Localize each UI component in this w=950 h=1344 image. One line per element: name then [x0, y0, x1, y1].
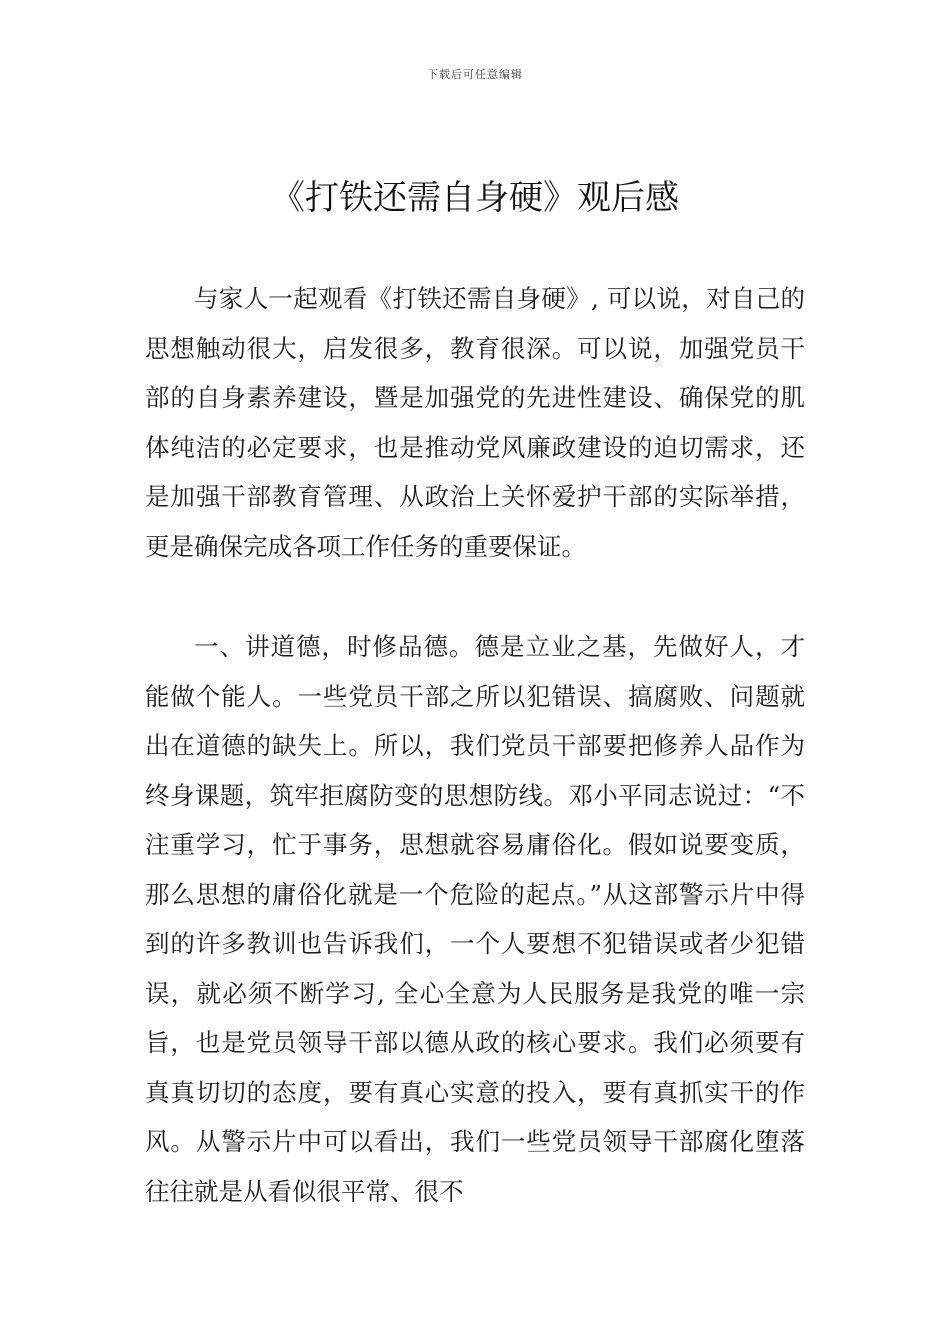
document-title: 《打铁还需自身硬》观后感 — [271, 178, 679, 218]
paragraph-intro: 与家人一起观看《打铁还需自身硬》, 可以说，对自己的思想触动很大，启发很多，教育很深。可以说，加强党员干部的自身素养建设，暨是加强党的先进性建设、确保党的肌体纯洁的必定要求，也是推动党风廉政建设的迫切需求，还是加强干部教育管理、从政治上关怀爱护干部的实际举措，更是确保完成各项工作任务的重要保证。 — [145, 284, 805, 561]
paragraph-section-one: 一、讲道德，时修品德。德是立业之基，先做好人，才能做个能人。一些党员干部之所以犯错误、搞腐败、问题就出在道德的缺失上。所以，我们党员干部要把修养人品作为终身课题，筑牢拒腐防变的思想防线。邓小平同志说过：“不注重学习，忙于事务，思想就容易庸俗化。假如说要变质，那么思想的庸俗化就是一个危险的起点。”从这部警示片中得到的许多教训也告诉我们，一个人要想不犯错误或者少犯错误，就必须不断学习, 全心全意为人民服务是我党的唯一宗旨，也是党员领导干部以德从政的核心要求。我们必须要有真真切切的态度，要有真心实意的投入，要有真抓实干的作风。从警示片中可以看出，我们一些党员领导干部腐化堕落往往就是从看似很平常、很不 — [145, 632, 805, 1206]
header-note: 下载后可任意编辑 — [427, 68, 523, 81]
